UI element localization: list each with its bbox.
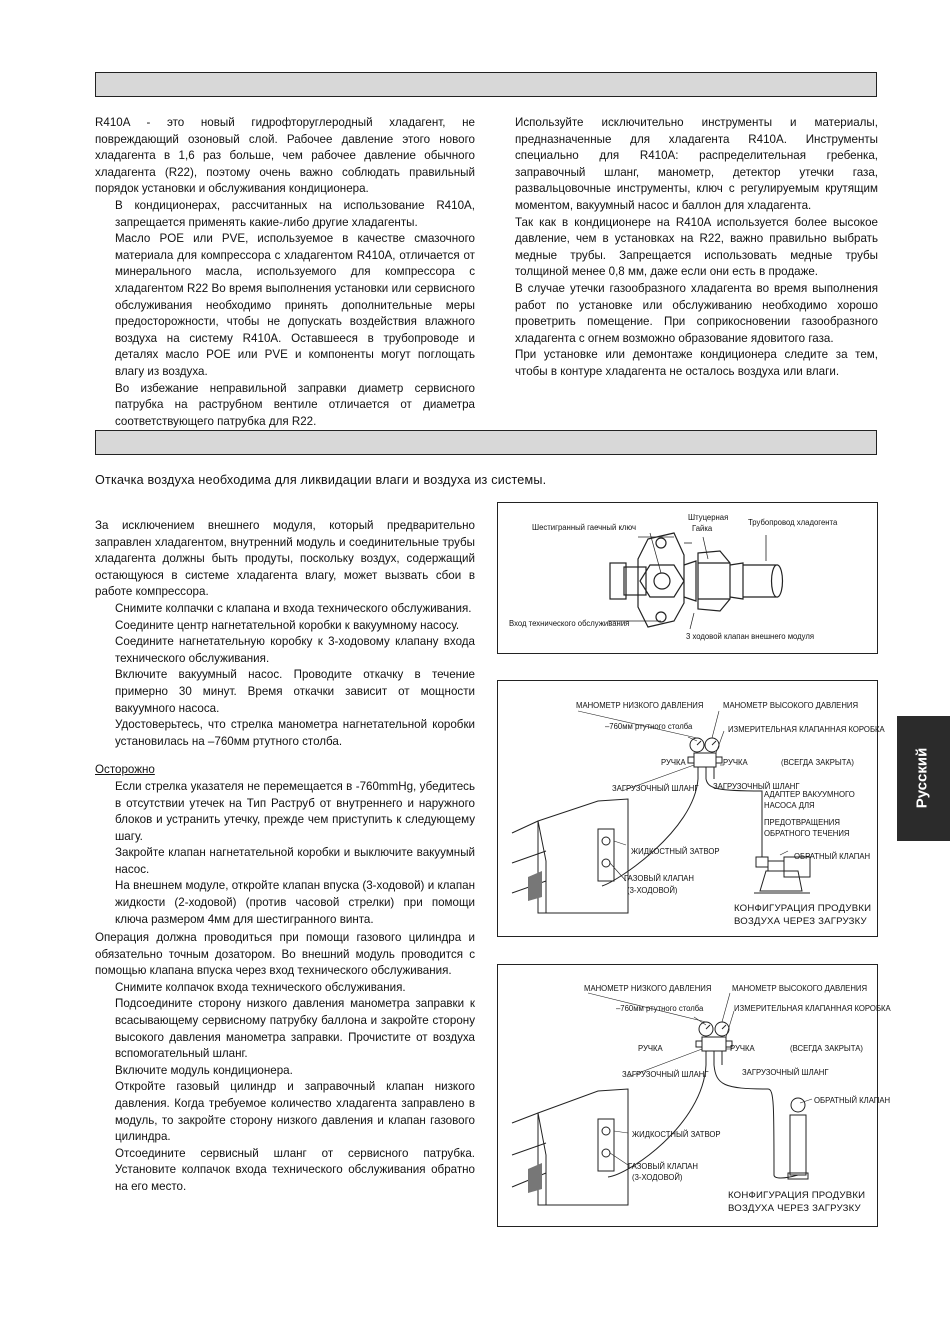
figure-service-valve <box>497 502 878 654</box>
procedure-step: Соедините нагнетательную коробку к 3-ходовому клапану входа технического обслуживания. <box>115 635 475 665</box>
label-mmhg: –760мм ртутного столба <box>616 1003 704 1013</box>
procedure-step: Включите вакуумный насос. Проводите откачку в течение примерно 30 минут. Время откачки зависит от мощности вакуумного насоса. <box>115 668 475 715</box>
label-gas-valve-1: ГАЗОВЫЙ КЛАПАН <box>628 1161 699 1171</box>
procedure-step: За исключением внешнего модуля, который предварительно заправлен хладагентом, внутренний модуль и соединительные трубы хладагента должны быть продуты, поскольку воздух, содержащий остающуюся в системе хладагента влагу, может вызвать сбои в работе компрессора. <box>95 519 475 599</box>
label-gas-valve-2: (3-ХОДОВОЙ) <box>632 1172 683 1182</box>
paragraph: Используйте исключительно инструменты и материалы, предназначенные для хладагента R410A. Инструменты специально для R410A: распределительная гребенка, заправочный шланг, манометр, детектор утечки газа, развальцовочные инструменты, ключ с регулируемым крутящим моментом, вакуумный насос и баллон для хладагента. <box>515 116 878 212</box>
section-header-bar-1 <box>95 72 877 97</box>
language-tab <box>897 716 950 841</box>
caution-step: На внешнем модуле, откройте клапан впуска (3-ходовой) и клапан жидкости (2-ходовой) (против часовой стрелки) при помощи ключа размером 4мм для шестигранного винта. <box>115 879 475 926</box>
label-adapter-2: НАСОСА ДЛЯ <box>764 800 815 810</box>
label-adapter-1: АДАПТЕР ВАКУУМНОГО <box>764 789 855 799</box>
label-adapter-4: ОБРАТНОГО ТЕЧЕНИЯ <box>764 828 850 838</box>
label-hose-left: ЗАГРУЗОЧНЫЙ ШЛАНГ <box>622 1069 709 1079</box>
label-handle-left: РУЧКА <box>661 757 686 767</box>
label-nut-2: Гайка <box>692 523 713 533</box>
label-handle-right: РУЧКА <box>730 1043 755 1053</box>
label-check-valve: ОБРАТНЫЙ КЛАПАН <box>794 851 871 861</box>
procedure-step: Откройте газовый цилиндр и заправочный клапан низкого давления. Когда требуемое количество хладагента заправлено в модуль, то закройте сторону низкого давления и клапан газового цилиндра. <box>115 1080 475 1144</box>
label-high-gauge: МАНОМЕТР ВЫСОКОГО ДАВЛЕНИЯ <box>723 700 859 710</box>
caution-step: Если стрелка указателя не перемещается в -760mmHg, убедитесь в отсутствии утечек на Тип Раструб от внутреннего и наружного блоков и устранить утечку, прежде чем приступить к следующему шагу. <box>115 779 475 843</box>
label-hose-left: ЗАГРУЗОЧНЫЙ ШЛАНГ <box>612 783 699 793</box>
paragraph: Так как в кондиционере на R410A используется более высокое давление, чем в установках на R22, важно правильно выбрать медные трубы. Запрещается использовать медные трубы толщиной менее 0,8 мм, даже если они есть в продаже. <box>515 215 878 279</box>
label-liquid-valve: ЖИДКОСТНЫЙ ЗАТВОР <box>631 846 720 856</box>
figure-charge-purge <box>497 964 891 1227</box>
label-service-port: Вход технического обслуживания <box>509 618 630 628</box>
label-low-gauge: МАНОМЕТР НИЗКОГО ДАВЛЕНИЯ <box>576 700 704 710</box>
charging-procedure-column <box>95 930 475 1196</box>
label-manifold: ИЗМЕРИТЕЛЬНАЯ КЛАПАННАЯ КОРОБКА <box>728 724 885 734</box>
vacuum-procedure-column <box>95 518 475 928</box>
label-config-1: КОНФИГУРАЦИЯ ПРОДУВКИ <box>728 1190 866 1201</box>
procedure-step: Отсоедините сервисный шланг от сервисного патрубка. Установите колпачок входа технического обслуживания обратно на его место. <box>115 1146 475 1193</box>
procedure-step: Снимите колпачки с клапана и входа технического обслуживания. <box>115 601 472 615</box>
section-intro: Откачка воздуха необходима для ликвидации влаги и воздуха из системы. <box>95 473 547 487</box>
label-handle-left: РУЧКА <box>638 1043 663 1053</box>
label-adapter-3: ПРЕДОТВРАЩЕНИЯ <box>764 817 840 827</box>
label-hose-right: ЗАГРУЗОЧНЫЙ ШЛАНГ <box>742 1067 829 1077</box>
procedure-step: Снимите колпачок входа технического обслуживания. <box>115 980 406 994</box>
label-gas-valve-2: (3-ХОДОВОЙ) <box>627 885 678 895</box>
label-gas-valve-1: ГАЗОВЫЙ КЛАПАН <box>624 873 695 883</box>
label-low-gauge: МАНОМЕТР НИЗКОГО ДАВЛЕНИЯ <box>584 983 712 993</box>
refrigerant-info-left-column <box>95 115 475 430</box>
procedure-step: Подсоедините сторону низкого давления манометра заправки к всасывающему сервисному патрубку баллона и закройте сторону высокого давления манометра заправки. Прочистите от воздуха вспомогательный шланг. <box>115 997 475 1061</box>
paragraph: Во избежание неправильной заправки диаметр сервисного патрубка на раструбном вентиле отличается от диаметра соответствующего патрубка для R22. <box>115 381 475 428</box>
label-high-gauge: МАНОМЕТР ВЫСОКОГО ДАВЛЕНИЯ <box>732 983 868 993</box>
label-manifold: ИЗМЕРИТЕЛЬНАЯ КЛАПАННАЯ КОРОБКА <box>734 1003 891 1013</box>
section-header-bar-2 <box>95 430 877 455</box>
label-nut-1: Штуцерная <box>688 512 729 522</box>
procedure-step: Удостоверьтесь, что стрелка манометра нагнетательной коробки установилась на –760мм ртутного столба. <box>115 718 475 748</box>
paragraph: R410A - это новый гидрофторуглеродный хладагент, не повреждающий озоновый слой. Рабочее давление этого нового хладагента в 1,6 раз больше, чем рабочее давление обычного хладагента (R22), поэтому очень важно соблюдать правильный порядок установки и обслуживания кондиционера. <box>95 116 475 196</box>
language-tab-label: Русский <box>913 747 931 809</box>
label-pipe: Трубопровод хладогента <box>748 517 838 527</box>
refrigerant-info-right-column <box>515 115 878 381</box>
caution-heading: Осторожно <box>95 763 155 777</box>
procedure-step: Операция должна проводиться при помощи газового цилиндра и обязательно точным дозатором. Во внешний модуль проводится с помощью клапана впуска через вход технического обслуживания. <box>95 931 475 978</box>
procedure-step: Включите модуль кондиционера. <box>115 1063 293 1077</box>
label-config-2: ВОЗДУХА ЧЕРЕЗ ЗАГРУЗКУ <box>728 1203 861 1214</box>
label-handle-right: РУЧКА <box>723 757 748 767</box>
label-always-closed: (ВСЕГДА ЗАКРЫТА) <box>781 757 854 767</box>
label-3way-valve: 3 ходовой клапан внешнего модуля <box>686 631 815 641</box>
figure-vacuum-purge <box>497 680 885 937</box>
paragraph: В кондиционерах, рассчитанных на использование R410A, запрещается применять какие-либо другие хладагенты. <box>115 198 475 229</box>
caution-step: Закройте клапан нагнетательной коробки и выключите вакуумный насос. <box>115 846 475 876</box>
label-config-1: КОНФИГУРАЦИЯ ПРОДУВКИ <box>734 903 872 914</box>
label-hose-right: ЗАГРУЗОЧНЫЙ ШЛАНГ <box>713 781 800 791</box>
label-check-valve: ОБРАТНЫЙ КЛАПАН <box>814 1095 891 1105</box>
label-always-closed: (ВСЕГДА ЗАКРЫТА) <box>790 1043 863 1053</box>
label-liquid-valve: ЖИДКОСТНЫЙ ЗАТВОР <box>632 1129 721 1139</box>
paragraph: В случае утечки газообразного хладагента во время выполнения работ по установке или обслуживанию необходимо хорошо проветрить помещение. При соприкосновении газообразного хладагента с огнем возможно образование ядовитого газа. <box>515 281 878 345</box>
label-mmhg: –760мм ртутного столба <box>605 721 693 731</box>
paragraph: При установке или демонтаже кондиционера следите за тем, чтобы в контуре хладагента не осталось воздуха или влаги. <box>515 348 878 378</box>
label-config-2: ВОЗДУХА ЧЕРЕЗ ЗАГРУЗКУ <box>734 916 867 927</box>
label-hex-key: Шестигранный гаечный ключ <box>532 522 637 532</box>
procedure-step: Соедините центр нагнетательной коробки к вакуумному насосу. <box>115 618 460 632</box>
paragraph: Масло POE или PVE, используемое в качестве смазочного материала для компрессора с хладагентом R410A, отличается от минерального масла, используемого для компрессора с хладагентом R22 Во время выполнения установки или сервисного обслуживания необходимо принять дополнительные меры предосторожности, чтобы не допускать воздействия влажного воздуха на систему R410A. Оставшееся в трубопроводе и деталях масло POE или PVE и компоненты могут поглощать влагу из воздуха. <box>115 232 475 378</box>
vacuum-purge-drawing <box>498 681 879 938</box>
